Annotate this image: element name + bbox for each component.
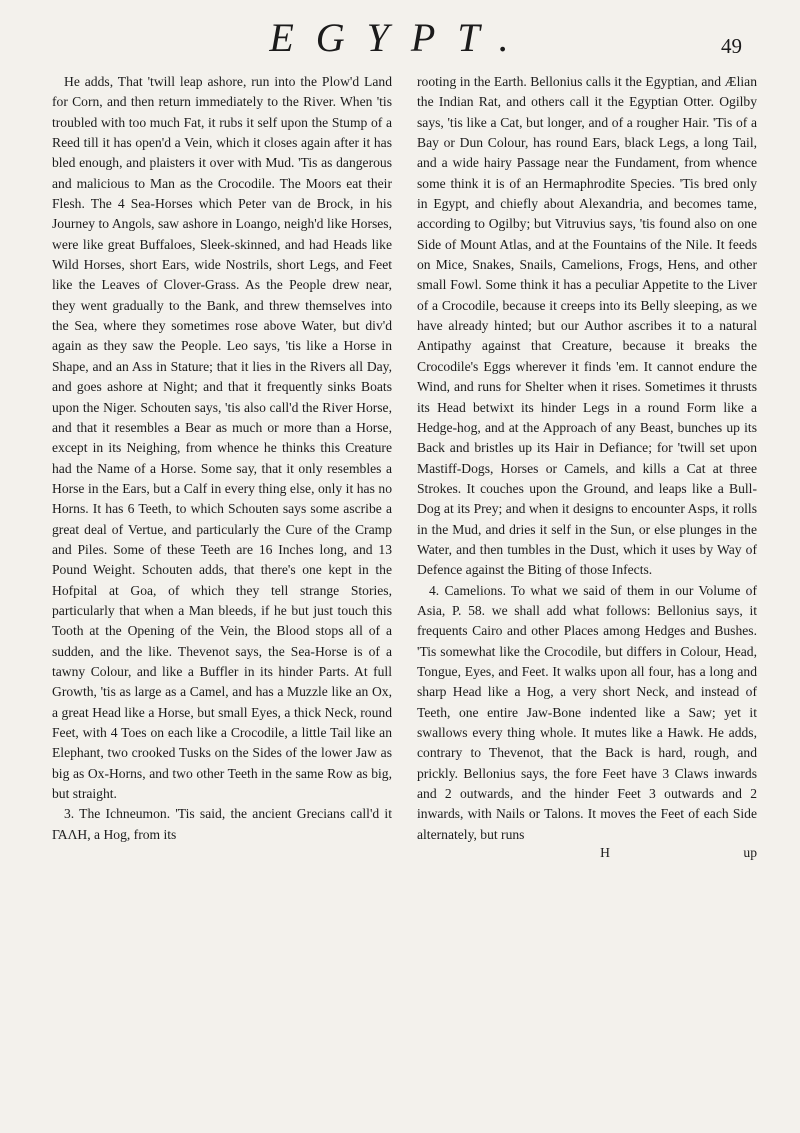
- page-number: 49: [721, 34, 742, 58]
- page-header: [0, 14, 800, 74]
- paragraph-ichneumon: 3. The Ichneumon. 'Tis said, the ancient Grecians call'd it ΓΑΛΗ, a Hog, from its: [52, 806, 392, 842]
- signature-mark: H: [600, 845, 610, 861]
- paragraph-sea-horse: He adds, That 'twill leap ashore, run into the Plow'd Land for Corn, and then return immediately to the River. When 'tis troubled with too much Fat, it rubs it self upon the Stump of a Reed till it has open'd a Vein, which it closes again after it has bled enough, and plaisters it over with Mud. 'Tis as dangerous and malicious to Man as the Crocodile. The Moors eat their Flesh. The 4 Sea-Horses which Peter van de Brock, in his Journey to Angols, saw ashore in Loango, neigh'd like Horses, were like great Buffaloes, Sleek-skinned, and had Heads like Wild Horses, short Ears, wide Nostrils, short Legs, and Feet like the Leaves of Clover-Grass. As the People drew near, they went gradually to the Bank, and threw themselves into the Sea, where they sometimes rose above Water, but div'd again as they saw the People. Leo says, 'tis like a Horse in Shape, and an Ass in Stature; that it lies in the Rivers all Day, and goes ashore at Night; and that it frequently sinks Boats upon the Niger. Schouten says, 'tis also call'd the River Horse, and that it resembles a Bear as much or more than a Horse, except in its Neighing, from whence he thinks this Creature had the Name of a Horse. Some say, that it only resembles a Horse in the Ears, but a Calf in every thing else, only it has no Horns. It has 6 Teeth, to which Schouten says some ascribe a great deal of Vertue, and particularly the Cure of the Cramp and Piles. Some of these Teeth are 16 Inches long, and 13 Pound Weight. Schouten adds, that there's one kept in the Hofpital at Goa, of which they tell strange Stories, particularly that when a Man bleeds, if he but just touch this Tooth at the Opening of the Vein, the Blood stops all of a sudden, and the like. Thevenot says, the Sea-Horse is of a tawny Colour, and like a Buffler in its hinder Parts. At full Growth, 'tis as large as a Camel, and has a Muzzle like an Ox, a great Head like a Horse, but small Eyes, a thick Neck, round Feet, with 4 Toes on each like a Crocodile, a little Tail like an Elephant, two crooked Tusks on the Sides of the lower Jaw as big as Ox-Horns, and two other Teeth in the same Row as big, but straight.: [52, 74, 392, 802]
- right-column: [417, 72, 757, 1122]
- text-columns: [52, 72, 757, 1122]
- left-column: [52, 72, 392, 1122]
- paragraph-camelions: 4. Camelions. To what we said of them in our Volume of Asia, P. 58. we shall add what follows: Bellonius says, it frequents Cairo and other Places among Hedges and Bushes. 'Tis somewhat like the Crocodile, but differs in Colour, Head, Tongue, Eyes, and Feet. It walks upon all four, has a long and sharp Head like a Hog, a very short Neck, and instead of Teeth, one entire Jaw-Bone indented like a Saw; yet it swallows every thing whole. It mutes like a Hawk. He adds, contrary to Thevenot, that the Back is hard, rough, and prickly. Bellonius says, the fore Feet have 3 Claws inwards and 2 outwards, and the hinder Feet 3 outwards and 2 inwards, with Nails or Talons. It moves the Feet of each Side alternately, but runs: [417, 582, 757, 842]
- running-title: EGYPT.: [269, 15, 531, 60]
- paragraph-ichneumon-continued: rooting in the Earth. Bellonius calls it the Egyptian, and Ælian the Indian Rat, and others call it the Egyptian Otter. Ogilby says, 'tis like a Cat, but longer, and of a rougher Hair. 'Tis of a Bay or Dun Colour, has round Ears, black Legs, a long Tail, and a wide hairy Passage near the Fundament, from whence some think it is of an Hermaphrodite Species. 'Tis bred only in Egypt, and chiefly about Alexandria, and becomes tame, according to Ogilby; but Vitruvius says, 'tis found also on one Side of Mount Atlas, and at the Fountains of the Nile. It feeds on Mice, Snakes, Snails, Camelions, Frogs, Hens, and other small Fowl. Some think it has a peculiar Appetite to the Liver of a Crocodile, because it creeps into its Belly sleeping, as we have already hinted; but our Author ascribes it to a natural Antipathy against that Creature, because it breaks the Crocodile's Eggs wherever it finds 'em. It cannot endure the Wind, and runs for Shelter when it rises. Sometimes it thrusts its Head betwixt its hinder Legs in a round Form like a Hedge-hog, and at the Approach of any Beast, bunches up its Back and bristles up its Hair in Defiance; for 'twill set upon Mastiff-Dogs, Horses or Camels, and kills a Cat at three Strokes. It couches upon the Ground, and leaps like a Bull-Dog at its Prey; and when it designs to encounter Asps, it rolls in the Mud, and dries it self in the Sun, or else plunges in the Water, and then tumbles in the Dust, which it uses by Way of Defence against the Biting of those Infects.: [417, 74, 757, 578]
- catchword: up: [743, 845, 757, 861]
- page-footer: [417, 843, 757, 863]
